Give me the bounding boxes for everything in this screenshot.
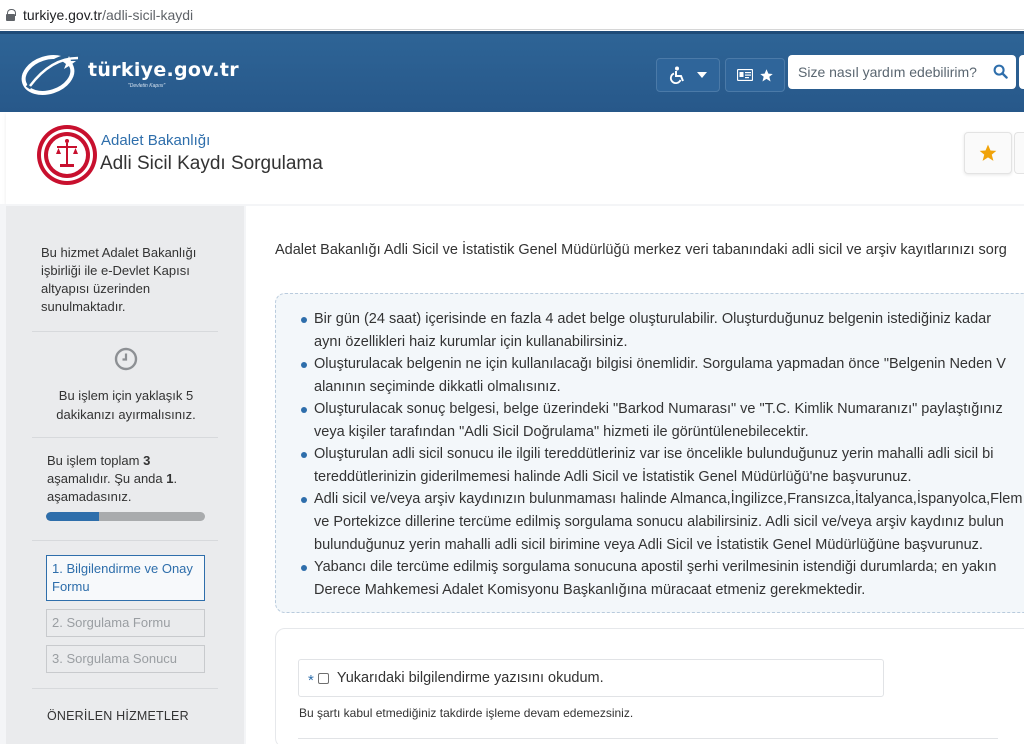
brand-tagline: "Devletin Kapısı" xyxy=(128,83,166,89)
step-2-query-form: 2. Sorgulama Formu xyxy=(46,609,205,637)
sidebar-divider xyxy=(32,437,218,438)
recommended-services-heading: ÖNERİLEN HİZMETLER xyxy=(47,709,189,723)
search-icon[interactable] xyxy=(993,64,1008,79)
service-provider-info: Bu hizmet Adalet Bakanlığı işbirliği ile e-Devlet Kapısı altyapısı üzerinden sunulmaktadır. xyxy=(41,245,197,314)
share-button[interactable] xyxy=(1014,132,1024,174)
consent-checkbox-row[interactable] xyxy=(298,659,884,697)
estimated-time: Bu işlem için yaklaşık 5 dakikanızı ayırmalısınız. xyxy=(56,388,196,422)
add-favorite-button[interactable] xyxy=(964,132,1012,174)
notice-item: Adli sicil ve/veya arşiv kaydınızın bulunmaması halinde Almanca,İngilizce,Fransızca,İtalyanca,İspanyolca,Flem ve Portekizce dillerine tercüme edilmiş sorgulama sonucu alabilirsiniz. Adli sicil ve/veya arşiv kaydınız bulun bulunduğunuz yerin mahalli adli sicil birimine veya Adli Sicil ve İstatistik Genel Müdürlüğüne başvurunuz. xyxy=(301,488,1024,557)
clock-icon xyxy=(114,347,138,371)
id-card-icon xyxy=(737,69,753,81)
favorites-menu-button[interactable] xyxy=(725,58,785,92)
notice-item: Yabancı dile tercüme edilmiş sorgulama sonucuna apostil şerhi verilmesinin istendiği durumlarda; en yakın Derece Mahkemesi Adalet Komisyonu Başkanlığına müracaat etmeniz gerekmektedir. xyxy=(301,556,1024,602)
information-notice xyxy=(275,293,1024,613)
logo-swoosh-icon xyxy=(20,48,84,98)
notice-item: Oluşturulan adli sicil sonucu ile ilgili tereddütleriniz var ise öncelikle bulunduğunuz yerin mahalli adli sicil bi tereddütlerinizin giderilmemesi halinde Adli Sicil ve İstatistik Genel Müdürlüğü'ne başvurunuz. xyxy=(301,443,1024,489)
progress-fill xyxy=(46,512,99,521)
search-input[interactable] xyxy=(788,55,988,89)
consent-hint: Bu şartı kabul etmediğiniz takdirde işleme devam edemezsiniz. xyxy=(299,706,634,720)
step-3-query-result: 3. Sorgulama Sonucu xyxy=(46,645,205,673)
turkiye-gov-logo[interactable] xyxy=(20,48,239,98)
consent-checkbox-label[interactable]: Yukarıdaki bilgilendirme yazısını okudum. xyxy=(336,670,604,686)
site-search[interactable] xyxy=(788,55,1016,89)
accessibility-button[interactable] xyxy=(656,58,720,92)
sidebar-divider xyxy=(32,331,218,332)
wheelchair-icon xyxy=(669,66,687,84)
login-button[interactable] xyxy=(1019,55,1024,89)
form-divider xyxy=(298,738,998,744)
required-marker: * xyxy=(308,671,314,689)
notice-item: Bir gün (24 saat) içerisinde en fazla 4 adet belge oluşturulabilir. Oluşturduğunuz belgenin istediğiniz kadar aynı özellikleri haiz kurumlar için kullanabilirsiniz. xyxy=(301,308,1024,354)
star-icon xyxy=(978,143,998,163)
sidebar-divider xyxy=(32,540,218,541)
service-header xyxy=(6,112,1024,204)
notice-item: Oluşturulacak sonuç belgesi, belge üzerindeki "Barkod Numarası" ve "T.C. Kimlik Numaranızı" paylaştığınız veya kişiler tarafından "Adli Sicil Doğrulama" hizmeti ile görüntülenebilecektir. xyxy=(301,398,1024,444)
star-icon xyxy=(759,68,774,83)
ministry-name[interactable]: Adalet Bakanlığı xyxy=(101,132,211,149)
step-progress-bar xyxy=(46,512,205,521)
caret-down-icon xyxy=(697,72,707,78)
page-title: Adli Sicil Kaydı Sorgulama xyxy=(100,153,323,174)
ministry-seal-icon xyxy=(36,124,98,186)
intro-text: Adalet Bakanlığı Adli Sicil ve İstatistik Genel Müdürlüğü merkez veri tabanındaki adli sicil ve arşiv kayıtlarınızı sorg xyxy=(275,242,1007,258)
sidebar-divider xyxy=(32,688,218,689)
step-status: Bu işlem toplam 3 aşamalıdır. Şu anda 1. aşamadasınız. xyxy=(47,453,178,504)
address-text[interactable]: turkiye.gov.tr/adli-sicil-kaydi xyxy=(23,6,194,23)
notice-item: Oluşturulacak belgenin ne için kullanılacağı bilgisi önemlidir. Sorgulama yapmadan önce "Belgenin Neden V alanının seçiminde dikkatli olmalısınız. xyxy=(301,353,1024,399)
step-1-info-form[interactable]: 1. Bilgilendirme ve Onay Formu xyxy=(46,555,205,601)
consent-checkbox[interactable] xyxy=(318,673,329,684)
brand-name: türkiye.gov.tr xyxy=(88,59,239,81)
browser-address-bar[interactable] xyxy=(0,0,1024,30)
lock-icon xyxy=(6,9,15,21)
